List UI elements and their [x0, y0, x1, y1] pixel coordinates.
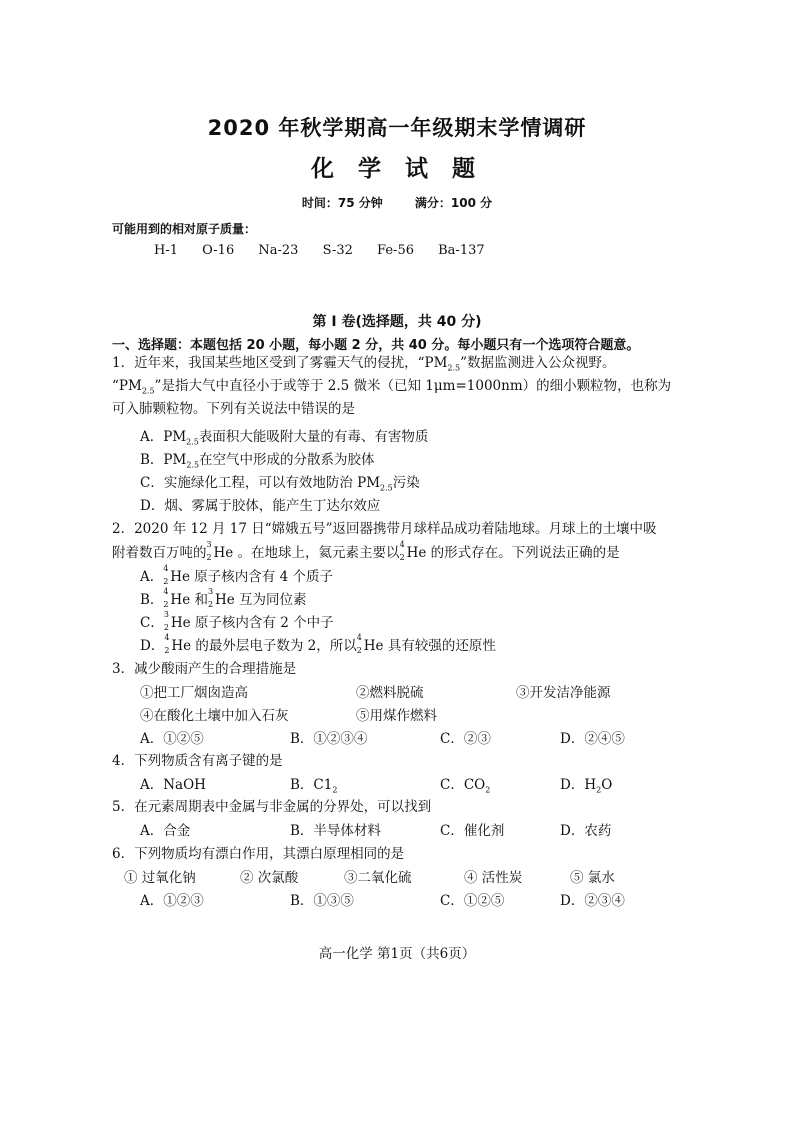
exam-title: 2020 年秋学期高一年级期末学情调研 [207, 116, 587, 140]
q5-option-d: D．农药 [560, 823, 612, 839]
q5-option-b: B．半导体材料 [290, 823, 381, 839]
subject-title: 化 学 试 题 [310, 156, 484, 182]
mass-item: H-1 [154, 243, 179, 258]
q3-measure-3: ③开发洁净能源 [516, 685, 611, 701]
q2-option-b: B． 4 2 He 和 3 2 He 互为同位素 [140, 586, 307, 609]
q1-option-a: A．$PM_{2.5}$表面积大能吸附大量的有毒、有害物质 [140, 429, 429, 447]
q6-option-a: A．①②③ [140, 893, 204, 909]
exam-time: 时间：75 分钟 [301, 196, 383, 210]
q6-stem: 6．下列物质均有漂白作用，其漂白原理相同的是 [112, 846, 405, 862]
q4-option-b: B．$C1_2$ [290, 777, 338, 795]
q6-option-c: C．①②⑤ [440, 893, 505, 909]
q6-substance-1: ① 过氧化钠 [124, 870, 196, 886]
q4-option-d: D．$H_2O$ [560, 777, 613, 795]
q4-stem: 4．下列物质含有离子键的是 [112, 753, 283, 769]
q2-option-a: A． 4 2 He 原子核内含有 4 个质子 [140, 563, 333, 586]
q4-option-c: C．$CO_2$ [440, 777, 491, 795]
masses-label: 可能用到的相对原子质量： [112, 222, 257, 236]
q2-stem-line2: 附着数百万吨的 3 2 He 。在地球上，氦元素主要以 4 2 He 的形式存在。下列说法正确的是 [112, 539, 620, 562]
q1-option-c: C．实施绿化工程，可以有效地防治 $PM_{2.5}$污染 [140, 475, 420, 493]
q3-measure-4: ④在酸化土壤中加入石灰 [140, 708, 289, 724]
mass-item: Na-23 [258, 243, 299, 258]
time-score-line [0, 194, 794, 211]
q6-option-d: D．②③④ [560, 893, 625, 909]
q2-option-c: C． 3 2 He 原子核内含有 2 个中子 [140, 609, 334, 632]
q2-option-d: D． 4 2 He 的最外层电子数为 2，所以 4 2 He 具有较强的还原性 [140, 632, 496, 655]
q3-measure-1: ①把工厂烟囱造高 [140, 685, 248, 701]
q3-option-c: C．②③ [440, 731, 491, 747]
q3-measure-2: ②燃料脱硫 [356, 685, 424, 701]
q5-option-c: C．催化剂 [440, 823, 505, 839]
mass-item: O-16 [202, 243, 235, 258]
q1-stem-line2: “$PM_{2.5}$”是指大气中直径小于或等于 2.5 微米（已知 1μm=1000nm）的细小颗粒物，也称为 [112, 378, 672, 396]
q6-substance-3: ③二氧化硫 [344, 870, 412, 886]
q3-option-b: B．①②③④ [290, 731, 368, 747]
q1-option-d: D．烟、雾属于胶体，能产生丁达尔效应 [140, 498, 381, 514]
mass-item: Fe-56 [377, 243, 414, 258]
section-instruction: 一、选择题：本题包括 20 小题，每小题 2 分，共 40 分。每小题只有一个选项符合题意。 [112, 338, 640, 353]
mass-item: Ba-137 [438, 243, 485, 258]
q3-measure-5: ⑤用煤作燃料 [356, 708, 437, 724]
q6-substance-4: ④ 活性炭 [464, 870, 523, 886]
q1-option-b: B．$PM_{2.5}$在空气中形成的分散系为胶体 [140, 452, 375, 470]
atomic-masses [154, 243, 505, 258]
section-title: 第 I 卷(选择题，共 40 分) [312, 314, 482, 330]
q4-option-a: A．NaOH [140, 777, 206, 793]
q6-substance-5: ⑤ 氯水 [570, 870, 615, 886]
q3-option-d: D．②④⑤ [560, 731, 625, 747]
q5-stem: 5．在元素周期表中金属与非金属的分界处，可以找到 [112, 799, 432, 815]
q1-stem-line1: 1．近年来，我国某些地区受到了雾霾天气的侵扰，“$PM_{2.5}$”数据监测进入公众视野。 [112, 355, 616, 373]
q3-stem: 3．减少酸雨产生的合理措施是 [112, 661, 297, 677]
q3-option-a: A．①②⑤ [140, 731, 204, 747]
q5-option-a: A．合金 [140, 823, 191, 839]
q2-stem-line1: 2．2020 年 12 月 17 日“嫦娥五号”返回器携带月球样品成功着陆地球。月球上的土壤中吸 [112, 521, 657, 537]
q6-option-b: B．①③⑤ [290, 893, 354, 909]
mass-item: S-32 [322, 243, 353, 258]
q1-stem-line3: 可入肺颗粒物。下列有关说法中错误的是 [112, 401, 355, 417]
exam-score: 满分：100 分 [414, 196, 493, 210]
q6-substance-2: ② 次氯酸 [240, 870, 299, 886]
page-footer: 高一化学 第1页（共6页） [318, 946, 476, 962]
